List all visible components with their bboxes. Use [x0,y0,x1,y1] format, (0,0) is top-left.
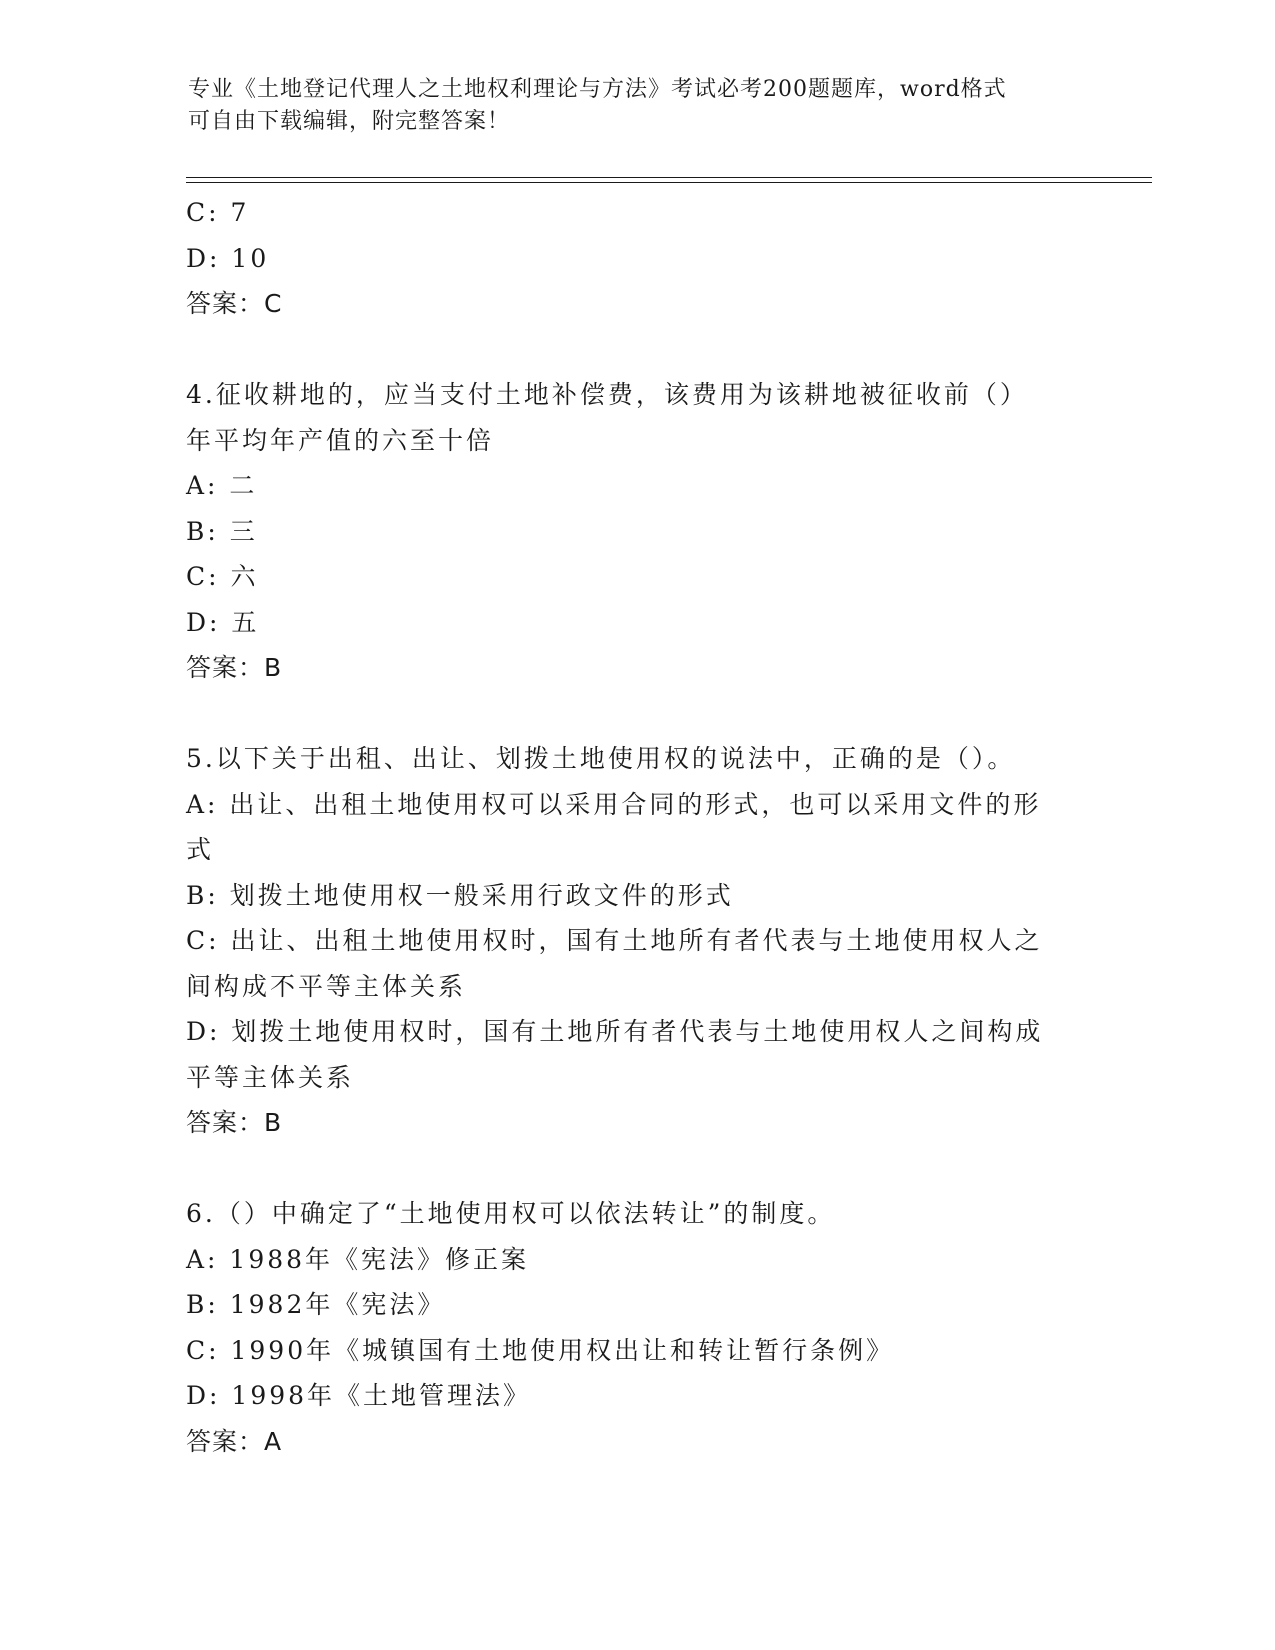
previous-question-tail [186,190,1086,327]
option-b: B: 划拨土地使用权一般采用行政文件的形式 [186,880,734,910]
option-a: A: 1988年《宪法》修正案 [186,1244,530,1274]
option-c: C: 7 [186,198,250,227]
header-title-line-2: 可自由下载编辑，附完整答案！ [188,109,511,134]
header-title-line-1: 专业《土地登记代理人之土地权利理论与方法》考试必考200题题库，word格式 [188,77,1007,102]
spacer [186,691,1086,737]
option-d: D: 划拨土地使用权时，国有土地所有者代表与土地使用权人之间构成 [186,1017,1044,1046]
option-a-continued: 式 [186,835,215,864]
header-divider-top [186,177,1152,178]
answer-label: 答案：A [186,1426,283,1456]
option-c: C: 六 [186,562,259,591]
question-stem: 4.征收耕地的，应当支付土地补偿费，该费用为该耕地被征收前（） [186,380,1028,409]
question-stem: 5.以下关于出租、出让、划拨土地使用权的说法中，正确的是（）。 [186,744,1016,773]
answer-label: 答案：C [186,289,283,318]
question-stem-continued: 年平均年产值的六至十倍 [186,425,495,455]
spacer [186,1146,1086,1192]
question-6 [186,1191,1086,1464]
document-header [188,74,1088,138]
answer-label: 答案：B [186,1108,283,1137]
question-list [186,190,1086,1464]
option-a: A: 二 [186,471,258,500]
question-5 [186,736,1086,1146]
option-d: D: 10 [186,243,270,273]
option-d-continued: 平等主体关系 [186,1062,355,1092]
option-c: C: 出让、出租土地使用权时，国有土地所有者代表与土地使用权人之 [186,926,1043,955]
option-d: D: 五 [186,607,260,637]
option-d: D: 1998年《土地管理法》 [186,1381,532,1410]
option-a: A: 出让、出租土地使用权可以采用合同的形式，也可以采用文件的形 [186,789,1042,819]
question-stem: 6.（）中确定了“土地使用权可以依法转让”的制度。 [186,1199,836,1228]
header-divider-bottom [186,182,1152,183]
spacer [186,327,1086,373]
option-b: B: 1982年《宪法》 [186,1290,446,1319]
option-b: B: 三 [186,516,258,546]
option-c: C: 1990年《城镇国有土地使用权出让和转让暂行条例》 [186,1335,895,1365]
answer-label: 答案：B [186,653,283,682]
question-4 [186,372,1086,691]
option-c-continued: 间构成不平等主体关系 [186,971,467,1001]
